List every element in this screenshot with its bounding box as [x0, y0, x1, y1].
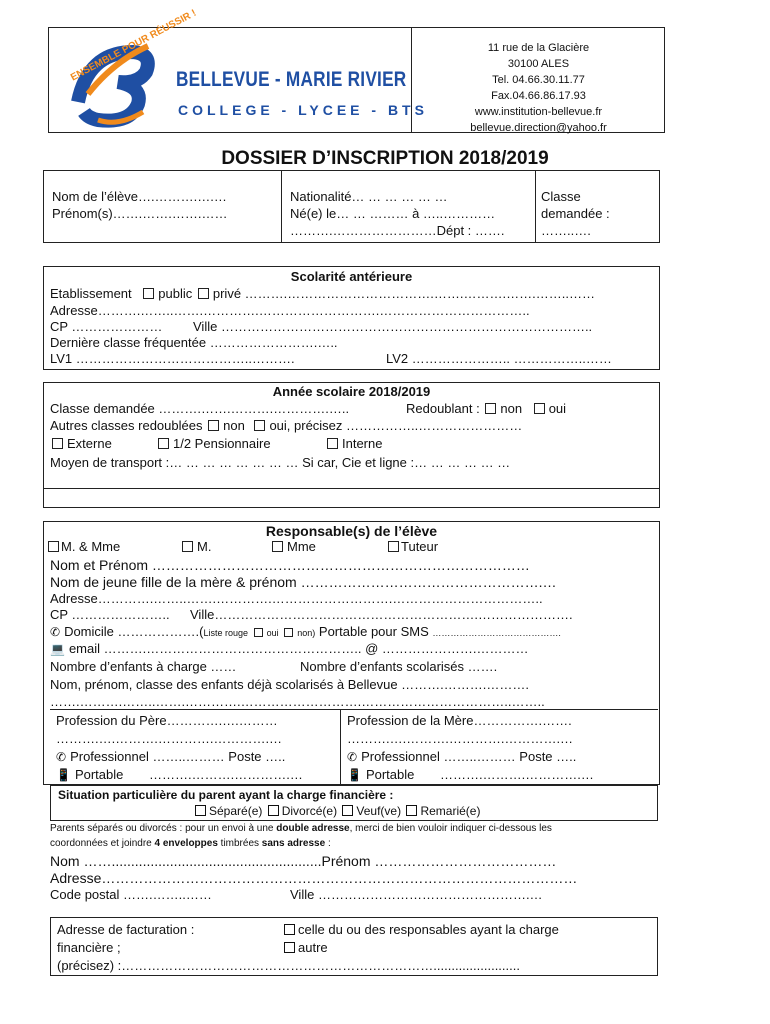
- etablissement-label: Etablissement: [50, 286, 132, 301]
- demi-pension-checkbox[interactable]: [158, 438, 169, 449]
- computer-icon: 💻: [50, 642, 65, 656]
- profession-divider: [340, 709, 341, 785]
- scolarite-title: Scolarité antérieure: [290, 269, 413, 284]
- public-label: public: [158, 286, 193, 301]
- redoublant-oui-label: oui: [548, 401, 567, 416]
- regime-externe: [50, 436, 112, 452]
- mobile-icon: 📱: [56, 768, 71, 782]
- mme-checkbox[interactable]: [272, 541, 283, 552]
- facturation-label-1: Adresse de facturation :: [57, 922, 195, 937]
- address-email[interactable]: bellevue.direction@yahoo.fr: [470, 122, 607, 134]
- facturation-opt1-label: celle du ou des responsables ayant la charge: [298, 922, 559, 937]
- note1-text-c: , merci de bien vouloir indiquer ci-dessous les: [349, 823, 552, 834]
- class-requested-field[interactable]: ……..….: [541, 223, 591, 238]
- situation-options: [193, 803, 480, 819]
- address-city: 30100 ALES: [507, 58, 570, 70]
- demi-pension-label: 1/2 Pensionnaire: [173, 436, 271, 451]
- mother-profession-line[interactable]: ……….….……….………….………….…: [347, 731, 574, 746]
- identity-divider-2: [535, 170, 536, 243]
- redoublant-oui-checkbox[interactable]: [534, 403, 545, 414]
- lv2-field[interactable]: LV2 ………………….. ……………..……: [386, 351, 612, 366]
- public-checkbox[interactable]: [143, 288, 154, 299]
- student-firstname-field[interactable]: Prénom(s)…….…….…….……: [52, 206, 228, 221]
- father-mobile-label: Portable: [74, 767, 124, 782]
- other-parent-address-field[interactable]: Adresse…………………………………………………………………………………………: [50, 870, 578, 886]
- redoublant-non-checkbox[interactable]: [485, 403, 496, 414]
- regime-interne: [325, 436, 382, 452]
- student-name-field[interactable]: Nom de l’élève….……….….…: [52, 189, 227, 204]
- separe-label: Séparé(e): [209, 804, 263, 818]
- portable-sms-field[interactable]: …………………………………….: [432, 628, 561, 638]
- liste-rouge-non-label: non): [297, 628, 316, 638]
- lv1-field[interactable]: LV1 …………………………………..……….: [50, 351, 295, 366]
- facturation-opt2-row: [282, 940, 328, 956]
- facturation-label-2: financière ;: [57, 940, 121, 955]
- other-parent-cp-field[interactable]: Code postal …….……..……: [50, 887, 212, 902]
- autres-oui-checkbox[interactable]: [254, 420, 265, 431]
- phone-icon: ✆: [50, 625, 61, 639]
- resp-opt-mme: [270, 539, 316, 555]
- mother-mobile-row: [347, 767, 594, 783]
- children-school-field[interactable]: Nombre d’enfants scolarisés …….: [300, 659, 498, 674]
- resp-opt-tuteur: [388, 539, 438, 555]
- address-tel: Tel. 04.66.30.11.77: [492, 74, 585, 86]
- domicile-row: [50, 624, 561, 640]
- redoublant-row: [406, 401, 566, 417]
- redoublant-label: Redoublant :: [406, 401, 480, 416]
- birth-field[interactable]: Né(e) le… … ……… à …..…………: [290, 206, 496, 221]
- note2-text-c: timbrées: [217, 838, 262, 849]
- divorce-label: Divorcé(e): [281, 804, 338, 818]
- autres-classes-row: [50, 418, 522, 434]
- note2-text-b: 4 enveloppes: [154, 838, 218, 849]
- logo-sub: COLLEGE - LYCEE - BTS: [178, 102, 428, 118]
- father-pro-phone-field[interactable]: Professionnel ……..………: [70, 749, 225, 764]
- note1-text-a: Parents séparés ou divorcés : pour un envoi à une: [50, 823, 277, 834]
- children-bellevue-line[interactable]: …….……….……..…….………….……………………….……………………………..……..: [50, 694, 545, 709]
- page-title: DOSSIER D’INSCRIPTION 2018/2019: [221, 148, 549, 169]
- mother-maiden-field[interactable]: Nom de jeune fille de la mère & prénom …………………………………………….…: [50, 574, 557, 590]
- resp-address-field[interactable]: Adresse………….……..…….………….……………………….……………………………..: [50, 591, 543, 606]
- veuf-checkbox[interactable]: [342, 805, 353, 816]
- mother-mobile-field[interactable]: ……….……….………….…: [440, 767, 594, 782]
- address-website[interactable]: www.institution-bellevue.fr: [474, 106, 603, 118]
- interne-checkbox[interactable]: [327, 438, 338, 449]
- portable-sms-label: Portable pour SMS: [318, 624, 429, 639]
- mother-pro-phone-field[interactable]: Professionnel ……..………: [361, 749, 516, 764]
- m-label: M.: [197, 539, 212, 554]
- note2-text-a: coordonnées et joindre: [50, 838, 155, 849]
- etablissement-row: [50, 286, 595, 302]
- logo-name: BELLEVUE - MARIE RIVIER: [176, 68, 407, 91]
- veuf-label: Veuf(ve): [356, 804, 402, 818]
- prive-checkbox[interactable]: [198, 288, 209, 299]
- divorce-checkbox[interactable]: [268, 805, 279, 816]
- address-street: 11 rue de la Glacière: [487, 42, 590, 54]
- situation-note-line2: [50, 837, 331, 851]
- last-class-field[interactable]: Dernière classe fréquentée …………………….…..: [50, 335, 338, 350]
- annee-class-field[interactable]: Classe demandée ……….…….……….………….…..: [50, 401, 350, 416]
- other-parent-city-field[interactable]: Ville ………………………………………….…: [290, 887, 543, 902]
- email-row: [50, 641, 529, 657]
- liste-rouge-non-checkbox[interactable]: [284, 628, 293, 637]
- situation-note-line1: [50, 822, 552, 836]
- note2-text-e: :: [325, 838, 331, 849]
- remarie-checkbox[interactable]: [406, 805, 417, 816]
- dept-field[interactable]: ……….……………………Dépt : …….: [290, 223, 505, 238]
- redoublant-non-label: non: [500, 401, 523, 416]
- externe-label: Externe: [67, 436, 112, 451]
- autres-non-checkbox[interactable]: [208, 420, 219, 431]
- note2-text-d: sans adresse: [261, 838, 326, 849]
- facturation-responsable-checkbox[interactable]: [284, 924, 295, 935]
- father-profession-line[interactable]: ……….….……….………….………….…: [56, 731, 283, 746]
- mother-mobile-label: Portable: [365, 767, 415, 782]
- autres-oui-label[interactable]: oui, précisez ……………..……………………: [269, 418, 523, 433]
- father-pro-phone-row: [56, 749, 285, 765]
- autres-classes-label: Autres classes redoublées: [50, 418, 203, 433]
- domicile-field[interactable]: Domicile ……………….(: [64, 624, 204, 639]
- previous-address-field[interactable]: Adresse……….……..…….………….……………………….……………………………..: [50, 303, 530, 318]
- note1-text-b: double adresse: [276, 823, 350, 834]
- other-parent-name-field[interactable]: Nom ……......................................................Prénom …………………………………: [50, 853, 557, 869]
- tuteur-label: Tuteur: [401, 539, 439, 554]
- children-bellevue-field[interactable]: Nom, prénom, classe des enfants déjà scolarisés à Bellevue ……….……….……….: [50, 677, 530, 692]
- address-fax: Fax.04.66.86.17.93: [491, 90, 586, 102]
- nationality-field[interactable]: Nationalité… … … … … …: [290, 189, 448, 204]
- mme-label: Mme: [287, 539, 316, 554]
- autres-non-label: non: [223, 418, 245, 433]
- resp-city-field[interactable]: Ville…………………………………………………….………………….: [190, 607, 573, 622]
- father-poste-field[interactable]: Poste …..: [228, 749, 286, 764]
- class-label: Classe: [541, 189, 581, 204]
- logo-arc-text: ENSEMBLE POUR RÉUSSIR !: [68, 7, 199, 84]
- facturation-autre-checkbox[interactable]: [284, 942, 295, 953]
- school-logo: [58, 7, 428, 130]
- situation-title: Situation particulière du parent ayant la charge financière :: [58, 788, 394, 802]
- children-charge-field[interactable]: Nombre d’enfants à charge ……: [50, 659, 237, 674]
- separe-checkbox[interactable]: [195, 805, 206, 816]
- phone-icon: ✆: [347, 750, 358, 764]
- regime-demi: [156, 436, 271, 452]
- father-mobile-field[interactable]: ……….……….………….…: [149, 767, 303, 782]
- resp-opt-mme-m: [48, 539, 120, 555]
- previous-cp-field[interactable]: CP …………………: [50, 319, 163, 334]
- phone-icon: ✆: [56, 750, 67, 764]
- transport-field[interactable]: Moyen de transport :… … … … … … … … Si car, Cie et ligne :… … … … … …: [50, 455, 511, 470]
- mother-profession-field[interactable]: Profession de la Mère…………….…….: [347, 713, 572, 728]
- liste-rouge-oui-checkbox[interactable]: [254, 628, 263, 637]
- identity-divider-1: [281, 170, 282, 243]
- resp-opt-m: [180, 539, 211, 555]
- m-mme-label: M. & Mme: [61, 539, 121, 554]
- liste-rouge-oui-label: oui: [266, 628, 279, 638]
- prive-label: privé ……….…………………………….…….……….…….……..……: [212, 286, 595, 301]
- email-field[interactable]: email ……….………………………………………….. @ ………………….…………: [68, 641, 529, 656]
- mobile-icon: 📱: [347, 768, 362, 782]
- interne-label: Interne: [342, 436, 383, 451]
- mother-pro-phone-row: [347, 749, 576, 765]
- father-mobile-row: [56, 767, 303, 783]
- facturation-opt2-label: autre: [298, 940, 328, 955]
- responsables-title: Responsable(s) de l’élève: [265, 523, 438, 539]
- father-profession-field[interactable]: Profession du Père………….….………: [56, 713, 278, 728]
- annee-inner-line: [43, 488, 660, 489]
- liste-rouge-label: Liste rouge: [203, 628, 248, 638]
- mother-poste-field[interactable]: Poste …..: [519, 749, 577, 764]
- externe-checkbox[interactable]: [52, 438, 63, 449]
- tuteur-checkbox[interactable]: [388, 541, 399, 552]
- annee-title: Année scolaire 2018/2019: [272, 384, 431, 399]
- previous-city-field[interactable]: Ville …………………………………………………………………………..: [193, 319, 593, 334]
- resp-name-field[interactable]: Nom et Prénom ………………………………………………………………………: [50, 557, 530, 573]
- resp-cp-field[interactable]: CP …………………..: [50, 607, 170, 622]
- school-address: [412, 40, 665, 136]
- class-requested-label: demandée :: [541, 206, 610, 221]
- profession-top-line: [50, 709, 658, 710]
- facturation-precisez-field[interactable]: (précisez) :………………………………………………………………........................: [57, 958, 520, 973]
- remarie-label: Remarié(e): [420, 804, 481, 818]
- m-checkbox[interactable]: [182, 541, 193, 552]
- facturation-opt1-row: [282, 922, 559, 938]
- m-mme-checkbox[interactable]: [48, 541, 59, 552]
